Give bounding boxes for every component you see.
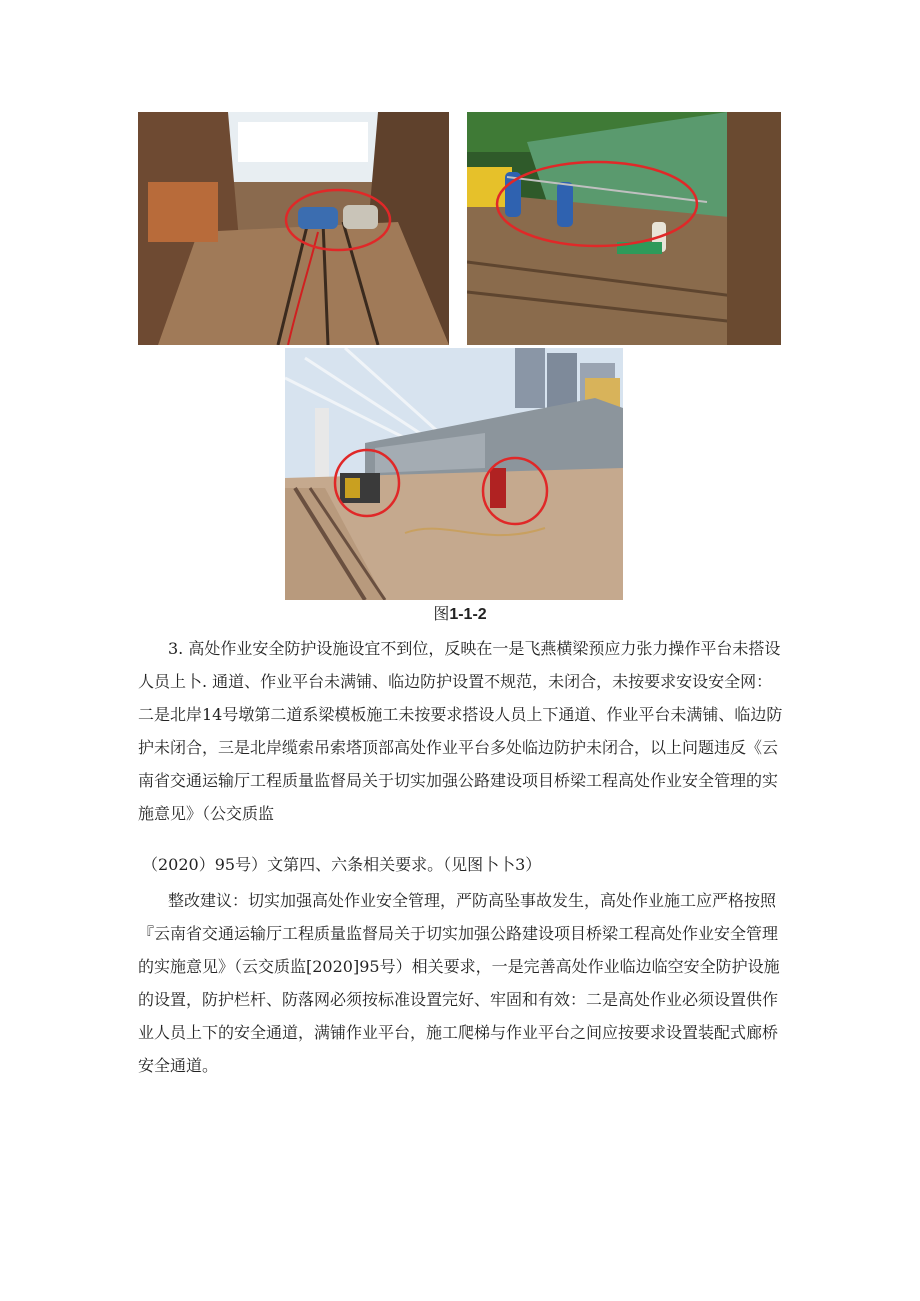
paragraph-item3 (138, 632, 784, 830)
figure-caption (0, 603, 920, 626)
paragraph-item3-tail-text: （2020）95号）文第四、六条相关要求。（见图卜卜3） (142, 855, 542, 874)
caption-prefix: 图 (433, 604, 450, 623)
photo-bridge-deck-equipment (285, 348, 623, 600)
photo-platform-cylinders (138, 112, 449, 345)
caption-number: 1-1-2 (449, 606, 487, 623)
photo-green-roof-cylinders-image (467, 112, 781, 345)
photo-platform-cylinders-image (138, 112, 449, 345)
paragraph-item3-tail (142, 848, 788, 881)
photo-green-roof-cylinders (467, 112, 781, 345)
paragraph-suggestion (138, 884, 784, 1082)
photo-bridge-deck-equipment-image (285, 348, 623, 600)
paragraph-item3-text: 3. 高处作业安全防护设施设宜不到位，反映在一是飞燕横梁预应力张力操作平台未搭设人员上卜. 通道、作业平台未满铺、临边防护设置不规范，未闭合，未按要求安设安全网：二是北岸14号墩第二道系梁模板施工未按要求搭设人员上下通道、作业平台未满铺、临边防护未闭合，三是北岸缆索吊索塔顶部高处作业平台多处临边防护未闭合，以上问题违反《云南省交通运输厅工程质量监督局关于切实加强公路建设项目桥梁工程高处作业安全管理的实施意见》（公交质监 (138, 639, 783, 823)
paragraph-suggestion-text: 整改建议：切实加强高处作业安全管理，严防高坠事故发生，高处作业施工应严格按照『云南省交通运输厅工程质量监督局关于切实加强公路建设项目桥梁工程高处作业安全管理的实施意见》（云交质监[2020]95号）相关要求，一是完善高处作业临边临空安全防护设施的设置，防护栏杆、防落网必须按标准设置完好、牢固和有效：二是高处作业必须设置供作业人员上下的安全通道，满铺作业平台，施工爬梯与作业平台之间应按要求设置装配式廊桥安全通道。 (138, 891, 780, 1075)
